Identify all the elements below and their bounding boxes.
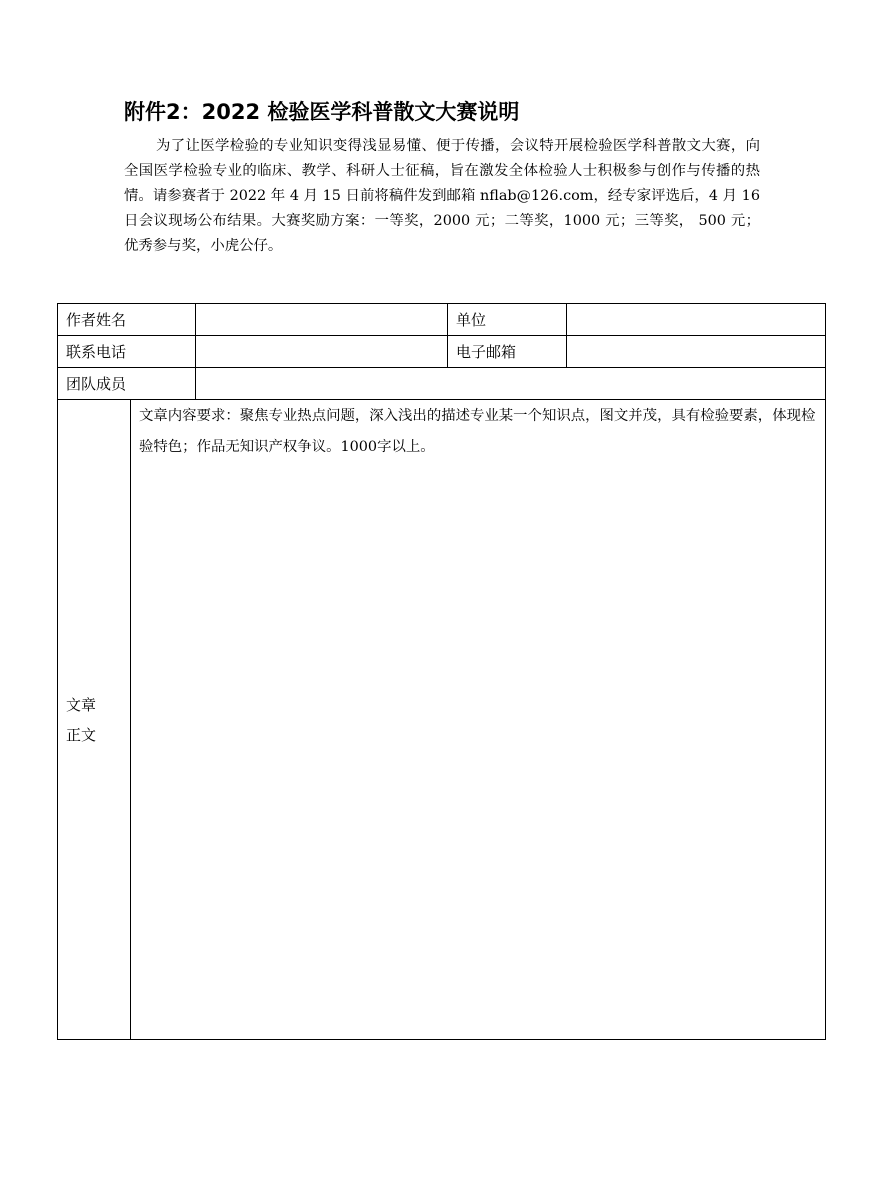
phone-label: 联系电话 [58, 336, 196, 368]
intro-paragraph: 为了让医学检验的专业知识变得浅显易懂、便于传播，会议特开展检验医学科普散文大赛，向全国医学检验专业的临床、教学、科研人士征稿，旨在激发全体检验人士积极参与创作与传播的热情。请参赛者于 2022 年 4 月 15 日前将稿件发到邮箱 nflab@126.com，经专家评选后，4 月 16 日会议现场公布结果。大赛奖励方案：一等奖，2000 元；二等奖，1000 元；三等奖， 500 元；优秀参与奖，小虎公仔。 [124, 138, 760, 254]
body-label-line1: 文章 [66, 695, 97, 714]
body-label-line2: 正文 [66, 725, 97, 744]
author-name-field[interactable] [196, 304, 448, 336]
form-row-team [58, 368, 826, 400]
entry-form-table [57, 303, 826, 1040]
team-field[interactable] [196, 368, 826, 400]
unit-field[interactable] [567, 304, 826, 336]
form-row-contact [58, 336, 826, 368]
team-label: 团队成员 [58, 368, 196, 400]
body-content-field[interactable] [131, 400, 826, 1040]
body-label [58, 400, 131, 1040]
author-name-label: 作者姓名 [58, 304, 196, 336]
unit-label: 单位 [448, 304, 567, 336]
form-row-body [58, 400, 826, 1040]
email-label: 电子邮箱 [448, 336, 567, 368]
phone-field[interactable] [196, 336, 448, 368]
form-row-author [58, 304, 826, 336]
body-requirements: 文章内容要求：聚焦专业热点问题，深入浅出的描述专业某一个知识点，图文并茂，具有检验要素，体现检验特色；作品无知识产权争议。1000字以上。 [139, 408, 816, 455]
email-field[interactable] [567, 336, 826, 368]
document-title: 附件2：2022 检验医学科普散文大赛说明 [124, 100, 520, 124]
